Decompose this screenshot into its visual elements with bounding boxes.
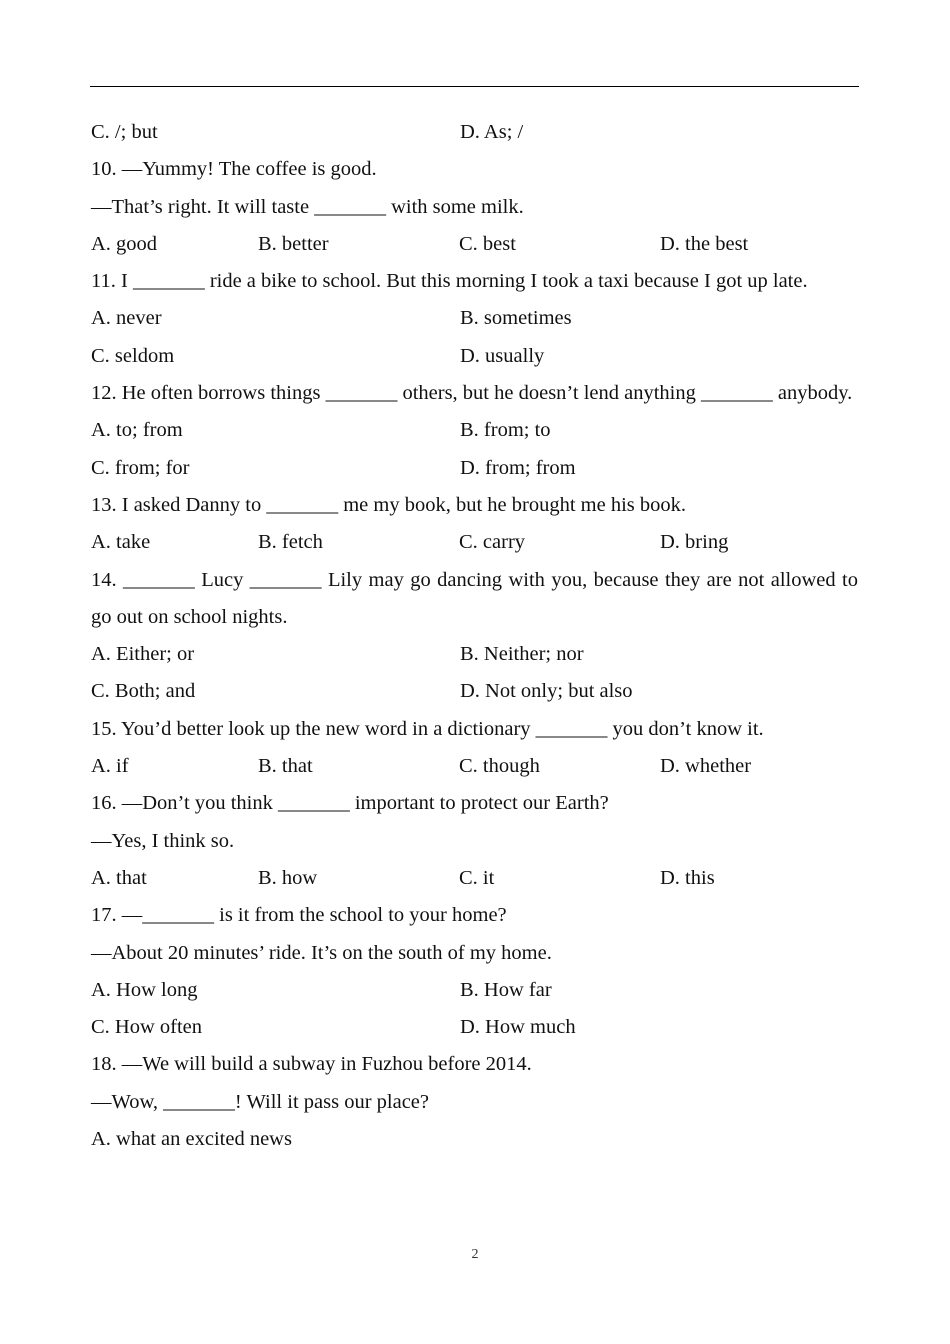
question-prompt: 11. I _______ ride a bike to school. But this morning I took a taxi because I got up late.	[91, 270, 808, 293]
question-reply: —About 20 minutes’ ride. It’s on the south of my home.	[91, 941, 552, 964]
option-a: A. to; from	[91, 419, 183, 442]
option-c: C. though	[459, 755, 540, 778]
question-10	[91, 151, 858, 263]
question-reply: —Wow, _______! Will it pass our place?	[91, 1090, 429, 1113]
option-c: C. best	[459, 232, 516, 255]
option-row	[91, 673, 858, 710]
option-b: B. that	[258, 755, 313, 778]
option-b: B. fetch	[258, 531, 323, 554]
option-d: D. this	[660, 866, 715, 889]
option-row	[91, 524, 858, 561]
option-c: C. it	[459, 866, 495, 889]
option-a: A. How long	[91, 978, 198, 1001]
page-number: 2	[471, 1247, 479, 1262]
option-b: B. Neither; nor	[460, 643, 584, 666]
question-12	[91, 375, 858, 487]
option-a: A. that	[91, 866, 147, 889]
option-b: B. sometimes	[460, 307, 572, 330]
question-14	[91, 562, 858, 711]
question-16	[91, 785, 858, 897]
option-b: B. how	[258, 866, 318, 889]
option-c: C. Both; and	[91, 680, 196, 703]
question-17	[91, 897, 858, 1046]
option-a: A. if	[91, 755, 129, 778]
question-prompt: 16. —Don’t you think _______ important to protect our Earth?	[91, 792, 609, 815]
option-row	[91, 412, 858, 449]
option-row	[91, 860, 858, 897]
question-13	[91, 487, 858, 562]
option-a: A. take	[91, 531, 151, 554]
option-d: D. the best	[660, 232, 749, 255]
option-d: D. bring	[660, 531, 729, 554]
option-d: D. Not only; but also	[460, 680, 633, 703]
header-rule	[90, 86, 859, 87]
question-prompt: 15. You’d better look up the new word in a dictionary _______ you don’t know it.	[91, 717, 764, 740]
question-prompt: 18. —We will build a subway in Fuzhou before 2014.	[91, 1053, 532, 1076]
option-d: D. As; /	[460, 121, 524, 143]
option-b: B. from; to	[460, 419, 551, 442]
question-reply: —Yes, I think so.	[91, 829, 235, 852]
question-15	[91, 711, 858, 786]
option-row	[91, 114, 858, 151]
option-b: B. How far	[460, 978, 552, 1001]
question-prompt: 10. —Yummy! The coffee is good.	[91, 158, 377, 181]
question-prompt: 14. _______ Lucy _______ Lily may go dancing with you, because they are not allowed to go out on school nights.	[91, 568, 858, 628]
option-b: B. better	[258, 232, 329, 255]
question-11	[91, 263, 858, 375]
option-row	[91, 450, 858, 487]
question-18	[91, 1046, 858, 1158]
option-d: D. How much	[460, 1016, 576, 1039]
option-row	[91, 748, 858, 785]
option-c: C. seldom	[91, 344, 175, 367]
option-c: C. from; for	[91, 456, 190, 479]
option-row	[91, 226, 858, 263]
option-row	[91, 300, 858, 337]
option-a: A. good	[91, 232, 158, 255]
option-c: C. carry	[459, 531, 526, 554]
question-prompt: 17. —_______ is it from the school to your home?	[91, 904, 507, 927]
option-row	[91, 1009, 858, 1046]
option-a: A. what an excited news	[91, 1128, 292, 1151]
option-row	[91, 636, 858, 673]
question-prompt: 12. He often borrows things _______ others, but he doesn’t lend anything _______ anybody.	[91, 382, 853, 405]
option-a: A. never	[91, 307, 162, 330]
option-row	[91, 1121, 858, 1158]
option-d: D. usually	[460, 344, 545, 367]
page-content	[91, 114, 858, 1158]
option-row	[91, 972, 858, 1009]
question-prompt: 13. I asked Danny to _______ me my book, but he brought me his book.	[91, 493, 687, 516]
option-c: C. How often	[91, 1016, 203, 1039]
option-a: A. Either; or	[91, 643, 195, 666]
option-row	[91, 338, 858, 375]
option-d: D. from; from	[460, 456, 576, 479]
option-d: D. whether	[660, 755, 752, 778]
question-reply: —That’s right. It will taste _______ with some milk.	[91, 195, 524, 218]
option-c: C. /; but	[91, 121, 158, 143]
